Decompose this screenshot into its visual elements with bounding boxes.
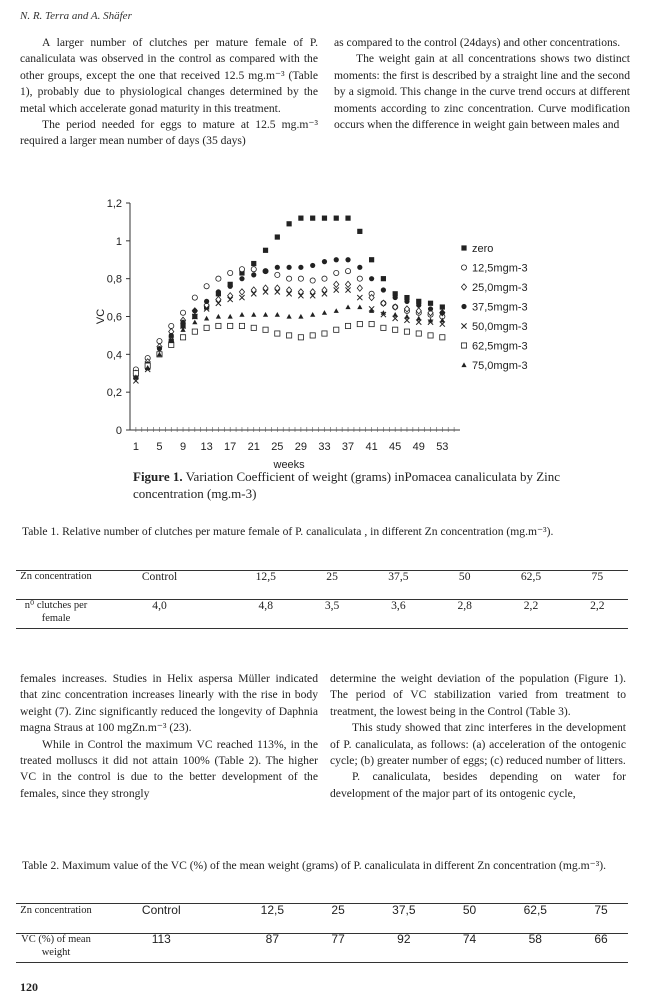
data-point <box>228 270 233 275</box>
data-point <box>216 323 221 328</box>
data-point <box>428 306 433 311</box>
data-point <box>239 289 244 295</box>
data-point <box>298 335 303 340</box>
data-point <box>228 284 233 289</box>
data-point <box>204 299 209 304</box>
table-cell-label: n⁰ clutches per female <box>24 600 88 624</box>
data-point <box>416 303 421 308</box>
legend-label: 75,0mgm-3 <box>472 360 528 372</box>
data-point <box>192 320 197 325</box>
data-point <box>228 314 233 319</box>
data-point <box>357 276 362 281</box>
legend-label: 62,5mgm-3 <box>472 340 528 353</box>
data-point <box>322 216 327 221</box>
data-point <box>287 333 292 338</box>
data-point <box>157 338 162 343</box>
table-header-cell: 62,5 <box>520 570 542 583</box>
table-header-cell: 25 <box>326 570 338 583</box>
data-point <box>428 301 433 306</box>
data-point <box>310 216 315 221</box>
table-cell: 4,0 <box>152 599 167 612</box>
data-point <box>287 221 292 226</box>
table-row <box>20 904 625 933</box>
data-point <box>393 327 398 332</box>
legend-marker <box>461 265 466 270</box>
data-point <box>263 248 268 253</box>
data-point <box>310 333 315 338</box>
figure-label: Figure 1. <box>133 469 183 484</box>
table-cell-label: Zn concentration <box>20 905 92 916</box>
data-point <box>275 234 280 239</box>
data-point <box>239 312 244 317</box>
data-point <box>275 331 280 336</box>
data-point <box>440 335 445 340</box>
data-point <box>381 325 386 330</box>
data-point <box>310 263 315 268</box>
data-point <box>322 259 327 264</box>
page-number: 120 <box>20 980 38 994</box>
y-tick-label: 0,6 <box>106 311 122 324</box>
data-point <box>345 323 350 328</box>
legend-label: 37,5mgm-3 <box>472 301 528 314</box>
table-header-cell: 12,5 <box>255 570 276 583</box>
data-point <box>251 325 256 330</box>
data-point <box>251 261 256 266</box>
paragraph: P. canaliculata, besides depending on water for development of the major part of its ontogenic cycle, <box>330 770 626 800</box>
paragraph: A larger number of clutches per mature female of P. canaliculata was observed in the control as compared with the other groups, except the one that received 12.5 mg.m⁻³ (Table 1), probably due to physiological changes determined by the metal which accelerate gonad maturity in this treatment. <box>20 36 318 115</box>
text-column-right-top <box>334 35 630 133</box>
text-column-right-bottom <box>330 671 626 802</box>
data-point <box>345 304 350 309</box>
data-point <box>334 287 339 292</box>
paragraph: The weight gain at all concentrations shows two distinct moments: the first is described by a straight line and the second by a sigmoid. This change in the curve trend occurs at different moments according to zinc concentration. Curve modification occurs when the difference in weight gain between males and <box>334 52 630 132</box>
data-point <box>404 314 409 319</box>
table-row <box>20 599 625 628</box>
paragraph: females increases. Studies in Helix aspersa Müller indicated that zinc concentration increases linearly with the rise in body weight (7). Zinc significantly reduced the longevity of Daphnia magna Straus at 100 mgZn.m⁻³ (23). <box>20 672 318 735</box>
table1-caption: Table 1. Relative number of clutches per mature female of P. canaliculata , in different Zn concentration (mg.m⁻³). <box>22 525 554 538</box>
data-point <box>334 327 339 332</box>
data-point <box>369 276 374 281</box>
data-point <box>310 278 315 283</box>
table-header-cell: 37,5 <box>392 903 416 917</box>
chart-marks <box>133 216 445 384</box>
data-point <box>416 316 421 321</box>
data-point <box>204 316 209 321</box>
table-cell: 2,8 <box>457 599 472 612</box>
table-header-cell: 12,5 <box>260 903 285 917</box>
data-point <box>157 346 162 351</box>
table-header-cell: 75 <box>594 903 608 917</box>
table-header-cell: Control <box>141 570 178 583</box>
data-point <box>204 284 209 289</box>
table2 <box>20 904 625 962</box>
data-point <box>345 216 350 221</box>
data-point <box>287 276 292 281</box>
table-header-cell: Control <box>141 903 181 917</box>
data-point <box>322 331 327 336</box>
series-75,0mgm-3 <box>133 304 445 379</box>
table2-caption: Table 2. Maximum value of the VC (%) of the mean weight (grams) of P. canaliculata in different Zn concentration (mg.m⁻³). <box>22 859 606 872</box>
data-point <box>263 327 268 332</box>
table-header-cell: 50 <box>458 570 471 583</box>
data-point <box>334 308 339 313</box>
x-tick-label: 5 <box>156 441 163 453</box>
series-12,5mgm-3 <box>133 267 445 372</box>
table-header-cell: 25 <box>331 903 345 917</box>
data-point <box>180 310 185 315</box>
y-tick-label: 0 <box>115 425 122 437</box>
table-row <box>20 570 625 599</box>
table-row <box>20 933 625 962</box>
legend-label: zero <box>472 243 494 255</box>
data-point <box>440 304 445 309</box>
data-point <box>216 314 221 319</box>
table-cell: 3,6 <box>391 599 406 612</box>
table-cell: 92 <box>397 932 411 946</box>
x-tick-label: 45 <box>389 441 402 453</box>
data-point <box>357 321 362 326</box>
data-point <box>345 257 350 262</box>
table-header-cell: 50 <box>462 903 477 917</box>
data-point <box>192 329 197 334</box>
data-point <box>239 276 244 281</box>
table-cell: 58 <box>528 932 542 946</box>
table1-rule-bottom <box>16 628 628 629</box>
data-point <box>216 276 221 281</box>
data-point <box>239 295 244 300</box>
data-point <box>251 312 256 317</box>
x-tick-label: 1 <box>132 441 139 453</box>
data-point <box>275 312 280 317</box>
y-tick-label: 0,2 <box>106 387 122 400</box>
legend-label: 25,0mgm-3 <box>472 282 528 294</box>
data-point <box>228 323 233 328</box>
x-tick-label: 29 <box>294 441 308 453</box>
data-point <box>275 265 280 270</box>
running-header: N. R. Terra and A. Shäfer <box>20 10 132 22</box>
data-point <box>357 304 362 309</box>
series-zero <box>133 216 445 380</box>
x-tick-label: 33 <box>318 441 331 453</box>
data-point <box>287 314 292 319</box>
paragraph: The period needed for eggs to mature at 12.5 mg.m⁻³ required a larger mean number of days (35 days) <box>20 118 318 148</box>
x-tick-label: 37 <box>341 441 355 453</box>
table-header-cell: 37,5 <box>388 570 409 583</box>
data-point <box>345 287 350 292</box>
data-point <box>357 285 362 291</box>
y-tick-label: 1 <box>115 235 122 248</box>
table-cell: 87 <box>265 932 280 946</box>
data-point <box>239 323 244 328</box>
legend-marker <box>461 304 466 309</box>
data-point <box>404 299 409 304</box>
x-tick-label: 53 <box>436 441 449 453</box>
data-point <box>334 257 339 262</box>
x-tick-label: 41 <box>365 441 378 453</box>
data-point <box>345 269 350 274</box>
data-point <box>192 308 197 313</box>
data-point <box>216 289 221 294</box>
table-cell-label: Zn concentration <box>20 571 92 582</box>
paragraph: This study showed that zinc interferes in the development of P. canaliculata, as follows: (a) acceleration of the ontogenic cycle; (b) greater number of eggs; (c) reduced number of litters. <box>330 721 626 768</box>
data-point <box>298 276 303 281</box>
table-header-cell: 62,5 <box>523 903 547 917</box>
data-point <box>192 295 197 300</box>
figure-caption-text: Variation Coefficient of weight (grams) inPomacea canaliculata by Zinc concentration (mg.m-3) <box>133 469 561 501</box>
figure-1-chart <box>88 190 558 471</box>
data-point <box>180 335 185 340</box>
data-point <box>345 281 350 287</box>
table-cell: 3,5 <box>324 599 340 612</box>
data-point <box>393 312 398 317</box>
data-point <box>334 216 339 221</box>
data-point <box>428 333 433 338</box>
data-point <box>298 314 303 319</box>
paragraph: as compared to the control (24days) and other concentrations. <box>334 36 621 49</box>
paragraph: While in Control the maximum VC reached 113%, in the treated molluscs it did not attain 100% (Table 2). The higher VC in the control is due to the better development of the females, since they strongly <box>20 737 318 800</box>
data-point <box>334 281 339 287</box>
y-tick-label: 0,8 <box>106 273 122 286</box>
x-tick-label: 17 <box>224 441 237 453</box>
x-tick-label: 9 <box>179 441 187 453</box>
legend-marker <box>461 284 466 290</box>
x-tick-label: 49 <box>412 441 425 453</box>
data-point <box>357 295 362 300</box>
data-point <box>251 267 256 272</box>
table-cell-label: VC (%) of mean weight <box>21 934 91 958</box>
table-cell: 66 <box>594 932 608 946</box>
data-point <box>404 329 409 334</box>
data-point <box>263 312 268 317</box>
legend-marker <box>461 343 466 348</box>
table-cell: 2,2 <box>590 599 605 612</box>
data-point <box>369 321 374 326</box>
y-tick-label: 1,2 <box>106 198 122 210</box>
data-point <box>263 269 268 274</box>
x-tick-label: 21 <box>247 441 260 453</box>
x-tick-label: 25 <box>271 441 284 453</box>
data-point <box>393 295 398 300</box>
legend-label: 12,5mgm-3 <box>472 262 528 275</box>
data-point <box>357 229 362 234</box>
legend-marker <box>461 323 466 328</box>
text-column-left-bottom <box>20 671 318 802</box>
legend-label: 50,0mgm-3 <box>472 321 528 333</box>
text-column-left-top <box>20 35 318 150</box>
data-point <box>322 310 327 315</box>
chart-legend <box>461 243 527 372</box>
table-cell: 77 <box>331 932 345 946</box>
x-tick-label: 13 <box>200 441 213 453</box>
data-point <box>369 257 374 262</box>
table2-rule-bottom <box>16 962 628 963</box>
table-cell: 4,8 <box>258 599 273 612</box>
table-cell: 113 <box>151 932 171 946</box>
data-point <box>275 272 280 277</box>
y-axis-label: VC <box>95 308 107 325</box>
data-point <box>251 272 256 277</box>
data-point <box>440 310 445 315</box>
table1 <box>20 570 625 628</box>
legend-marker <box>461 362 466 367</box>
data-point <box>381 287 386 292</box>
series-62,5mgm-3 <box>133 321 445 375</box>
data-point <box>310 312 315 317</box>
data-point <box>239 267 244 272</box>
data-point <box>169 323 174 328</box>
figure-caption <box>133 468 573 502</box>
data-point <box>298 216 303 221</box>
table-cell: 2,2 <box>523 599 539 612</box>
data-point <box>322 276 327 281</box>
data-point <box>204 325 209 330</box>
data-point <box>381 276 386 281</box>
legend-marker <box>461 245 466 250</box>
data-point <box>334 270 339 275</box>
data-point <box>298 265 303 270</box>
data-point <box>416 331 421 336</box>
data-point <box>357 265 362 270</box>
table-cell: 74 <box>462 932 477 946</box>
table-header-cell: 75 <box>591 570 604 583</box>
y-tick-label: 0,4 <box>106 349 122 362</box>
paragraph: determine the weight deviation of the population (Figure 1). The period of VC stabilization varied from treatment to treatment, the lowest being in the Control (Table 3). <box>330 672 626 718</box>
x-axis-label: weeks <box>273 459 305 471</box>
data-point <box>287 265 292 270</box>
